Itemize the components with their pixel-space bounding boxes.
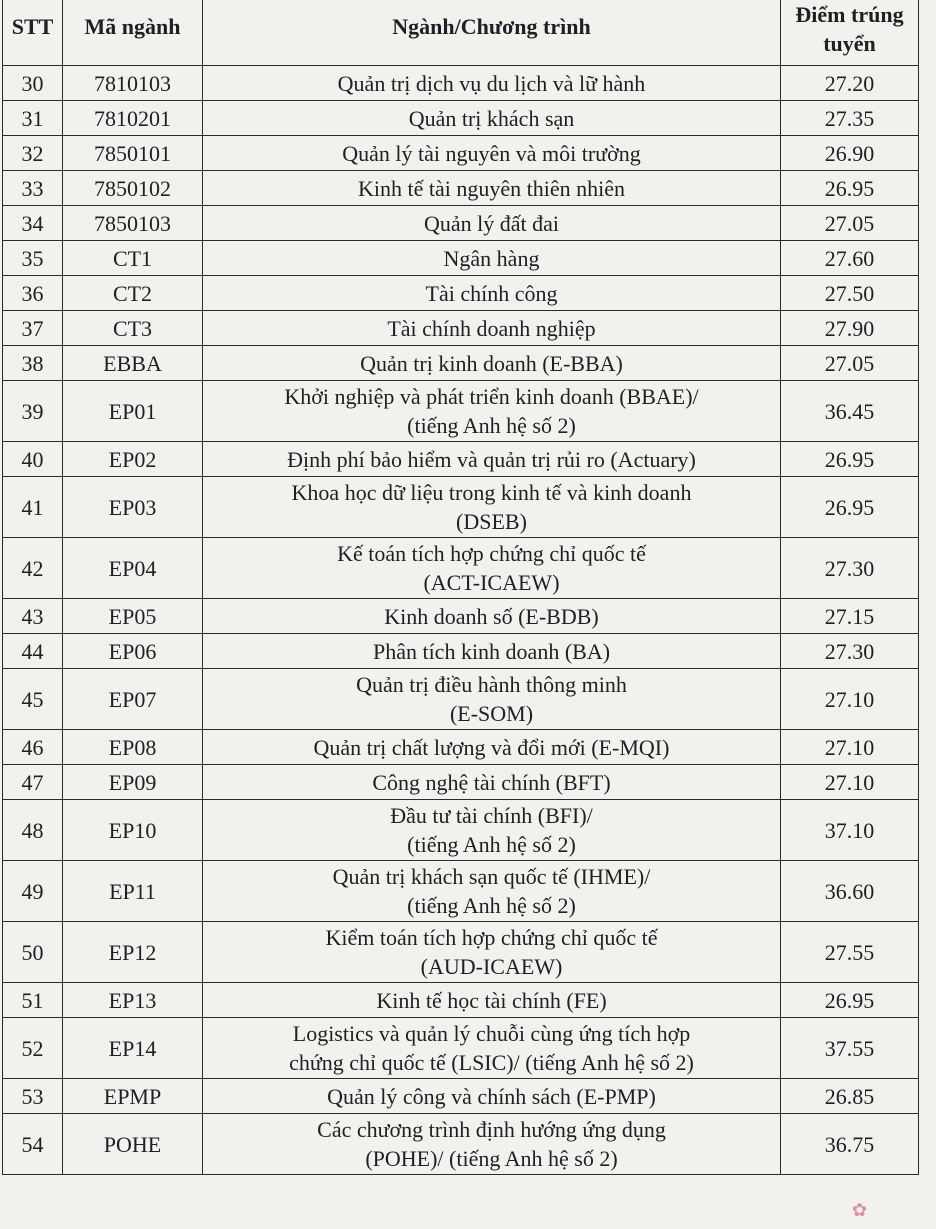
cell-score: 27.30 [781,538,919,599]
cell-code: EP01 [63,381,203,442]
cell-program: Quản trị kinh doanh (E-BBA) [203,346,781,381]
cell-code: 7850103 [63,206,203,241]
cell-stt: 32 [3,136,63,171]
cell-score: 37.10 [781,800,919,861]
cell-stt: 50 [3,922,63,983]
cell-code: EP04 [63,538,203,599]
cell-stt: 39 [3,381,63,442]
cell-code: EP08 [63,730,203,765]
cell-score: 36.75 [781,1114,919,1175]
cell-score: 36.45 [781,381,919,442]
table-row [3,101,919,136]
table-row [3,730,919,765]
cell-program: Quản lý tài nguyên và môi trường [203,136,781,171]
cell-program: Các chương trình định hướng ứng dụng (POHE)/ (tiếng Anh hệ số 2) [203,1114,781,1175]
cell-program: Khoa học dữ liệu trong kinh tế và kinh doanh (DSEB) [203,477,781,538]
cell-program: Đầu tư tài chính (BFI)/ (tiếng Anh hệ số 2) [203,800,781,861]
table-row [3,983,919,1018]
cell-program: Quản trị chất lượng và đổi mới (E-MQI) [203,730,781,765]
cell-code: CT3 [63,311,203,346]
cell-program: Kinh doanh số (E-BDB) [203,599,781,634]
cell-score: 26.95 [781,171,919,206]
cell-score: 27.10 [781,765,919,800]
admission-score-table [2,0,919,1175]
cell-program: Kế toán tích hợp chứng chỉ quốc tế (ACT-ICAEW) [203,538,781,599]
cell-stt: 35 [3,241,63,276]
table-row [3,381,919,442]
cell-program: Logistics và quản lý chuỗi cùng ứng tích hợp chứng chỉ quốc tế (LSIC)/ (tiếng Anh hệ số 2) [203,1018,781,1079]
header-score: Điểm trúng tuyển [781,0,919,66]
cell-code: EP12 [63,922,203,983]
cell-score: 27.55 [781,922,919,983]
cell-score: 27.60 [781,241,919,276]
cell-program: Công nghệ tài chính (BFT) [203,765,781,800]
cell-code: EP03 [63,477,203,538]
stamp-mark-icon: ✿ [852,1200,868,1220]
cell-stt: 44 [3,634,63,669]
cell-score: 26.95 [781,442,919,477]
cell-program: Tài chính công [203,276,781,311]
table-row [3,1018,919,1079]
cell-code: EP10 [63,800,203,861]
cell-score: 27.20 [781,66,919,101]
cell-program: Quản trị khách sạn quốc tế (IHME)/ (tiếng Anh hệ số 2) [203,861,781,922]
cell-code: EP05 [63,599,203,634]
table-row [3,800,919,861]
cell-score: 37.55 [781,1018,919,1079]
cell-score: 26.85 [781,1079,919,1114]
table-body [3,66,919,1175]
cell-program: Ngân hàng [203,241,781,276]
cell-stt: 38 [3,346,63,381]
cell-score: 26.95 [781,983,919,1018]
header-stt: STT [3,0,63,66]
cell-score: 26.90 [781,136,919,171]
cell-code: EP06 [63,634,203,669]
cell-code: EP14 [63,1018,203,1079]
cell-code: EBBA [63,346,203,381]
table-row [3,634,919,669]
cell-score: 36.60 [781,861,919,922]
cell-program: Kinh tế tài nguyên thiên nhiên [203,171,781,206]
cell-code: 7810103 [63,66,203,101]
cell-code: EP13 [63,983,203,1018]
table-row [3,241,919,276]
cell-code: EPMP [63,1079,203,1114]
table-row [3,1114,919,1175]
cell-score: 27.10 [781,730,919,765]
cell-code: 7850102 [63,171,203,206]
header-code: Mã ngành [63,0,203,66]
table-row [3,1079,919,1114]
table-header-row [3,0,919,66]
table-row [3,922,919,983]
cell-score: 27.05 [781,206,919,241]
cell-code: EP02 [63,442,203,477]
cell-score: 27.05 [781,346,919,381]
cell-program: Tài chính doanh nghiệp [203,311,781,346]
cell-program: Quản trị dịch vụ du lịch và lữ hành [203,66,781,101]
cell-stt: 36 [3,276,63,311]
table-row [3,206,919,241]
cell-score: 27.10 [781,669,919,730]
table-row [3,765,919,800]
cell-program: Quản lý công và chính sách (E-PMP) [203,1079,781,1114]
table-row [3,477,919,538]
cell-score: 26.95 [781,477,919,538]
table-row [3,136,919,171]
table-row [3,669,919,730]
cell-score: 27.90 [781,311,919,346]
cell-code: EP07 [63,669,203,730]
table-row [3,66,919,101]
cell-program: Quản trị điều hành thông minh (E-SOM) [203,669,781,730]
cell-stt: 46 [3,730,63,765]
cell-program: Kinh tế học tài chính (FE) [203,983,781,1018]
cell-program: Khởi nghiệp và phát triển kinh doanh (BBAE)/ (tiếng Anh hệ số 2) [203,381,781,442]
cell-score: 27.30 [781,634,919,669]
cell-stt: 54 [3,1114,63,1175]
cell-stt: 45 [3,669,63,730]
cell-score: 27.50 [781,276,919,311]
cell-stt: 31 [3,101,63,136]
cell-stt: 40 [3,442,63,477]
cell-stt: 47 [3,765,63,800]
cell-stt: 33 [3,171,63,206]
table-row [3,171,919,206]
cell-score: 27.35 [781,101,919,136]
cell-stt: 37 [3,311,63,346]
table-row [3,276,919,311]
cell-code: EP09 [63,765,203,800]
cell-code: 7810201 [63,101,203,136]
cell-stt: 48 [3,800,63,861]
table-row [3,599,919,634]
cell-stt: 52 [3,1018,63,1079]
cell-stt: 51 [3,983,63,1018]
cell-stt: 42 [3,538,63,599]
cell-stt: 34 [3,206,63,241]
table-row [3,442,919,477]
cell-stt: 30 [3,66,63,101]
cell-code: POHE [63,1114,203,1175]
table-row [3,311,919,346]
cell-program: Định phí bảo hiểm và quản trị rủi ro (Actuary) [203,442,781,477]
table-row [3,538,919,599]
cell-program: Phân tích kinh doanh (BA) [203,634,781,669]
cell-code: EP11 [63,861,203,922]
cell-program: Quản lý đất đai [203,206,781,241]
cell-code: 7850101 [63,136,203,171]
cell-program: Kiểm toán tích hợp chứng chỉ quốc tế (AUD-ICAEW) [203,922,781,983]
cell-program: Quản trị khách sạn [203,101,781,136]
table-row [3,346,919,381]
cell-score: 27.15 [781,599,919,634]
cell-code: CT1 [63,241,203,276]
header-program: Ngành/Chương trình [203,0,781,66]
cell-stt: 53 [3,1079,63,1114]
cell-stt: 49 [3,861,63,922]
cell-stt: 41 [3,477,63,538]
cell-code: CT2 [63,276,203,311]
cell-stt: 43 [3,599,63,634]
table-row [3,861,919,922]
